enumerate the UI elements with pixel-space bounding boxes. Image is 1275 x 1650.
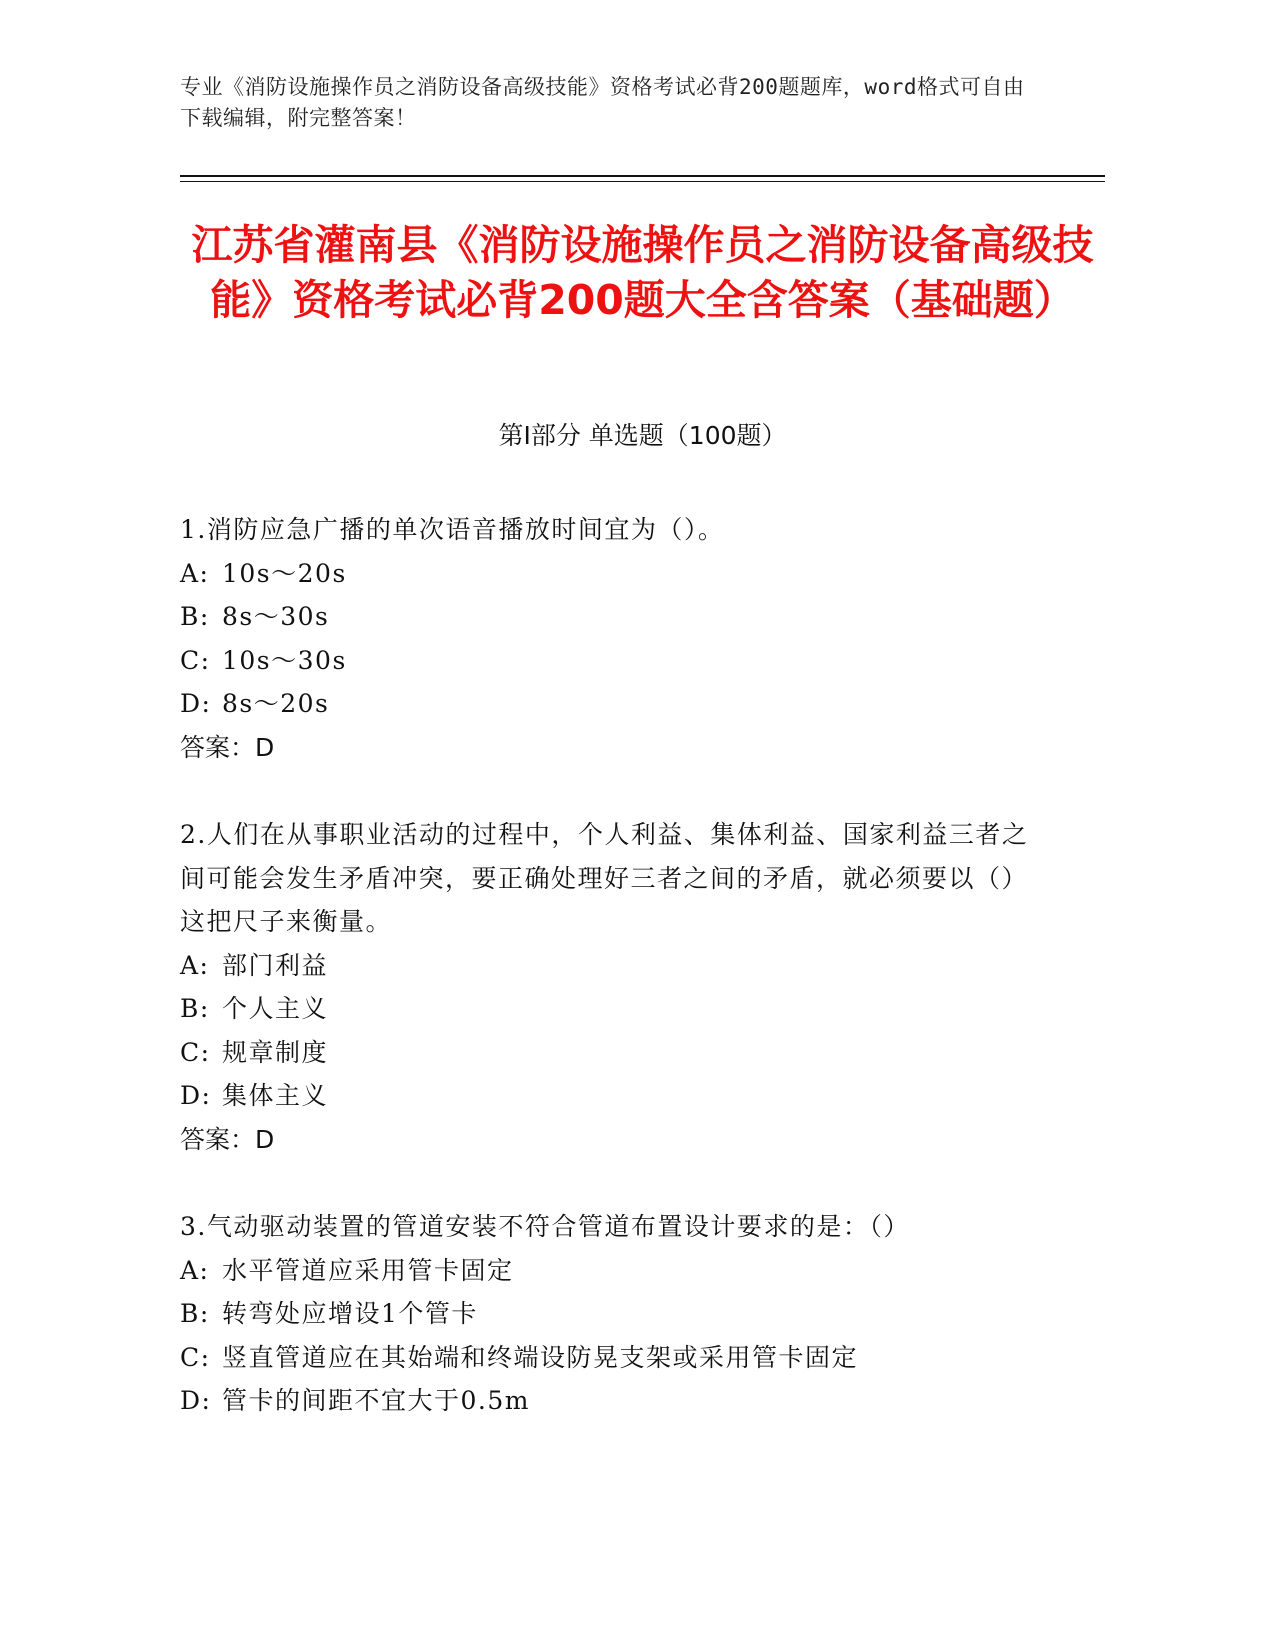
document-title: 江苏省灌南县《消防设施操作员之消防设备高级技能》资格考试必背200题大全含答案（基础题） xyxy=(191,221,1094,324)
option-letter: D: xyxy=(180,1081,212,1110)
option-d xyxy=(180,1379,1040,1423)
option-d xyxy=(180,1074,1040,1118)
option-letter: A: xyxy=(180,950,210,980)
section-title: 第I部分 单选题（100题） xyxy=(498,421,787,450)
option-a xyxy=(180,1249,1040,1293)
option-text: 竖直管道应在其始端和终端设防晃支架或采用管卡固定 xyxy=(222,1342,859,1372)
header-note: 专业《消防设施操作员之消防设备高级技能》资格考试必背200题题库，word格式可自由下载编辑，附完整答案！ xyxy=(180,75,1025,130)
option-letter: A: xyxy=(180,1255,210,1285)
option-letter: D: xyxy=(180,689,212,718)
option-letter: C: xyxy=(180,645,211,675)
question-stem: 1.消防应急广播的单次语音播放时间宜为（）。 xyxy=(180,515,725,544)
option-letter: B: xyxy=(180,1299,210,1328)
option-c xyxy=(180,1031,1040,1075)
option-letter: B: xyxy=(180,602,210,631)
option-text: 规章制度 xyxy=(222,1037,329,1067)
option-text: 集体主义 xyxy=(222,1081,329,1110)
question-2 xyxy=(180,813,1040,1161)
answer-line: 答案：D xyxy=(180,732,275,762)
option-letter: A: xyxy=(180,558,210,588)
question-stem: 2.人们在从事职业活动的过程中，个人利益、集体利益、国家利益三者之间可能会发生矛盾冲突，要正确处理好三者之间的矛盾，就必须要以（）这把尺子来衡量。 xyxy=(180,820,1029,936)
option-text: 水平管道应采用管卡固定 xyxy=(222,1255,514,1285)
answer-line: 答案：D xyxy=(180,1124,275,1154)
option-text: 10s～30s xyxy=(222,645,347,675)
option-a xyxy=(180,552,1040,596)
option-text: 个人主义 xyxy=(222,994,329,1023)
option-letter: C: xyxy=(180,1037,211,1067)
option-letter: D: xyxy=(180,1386,212,1415)
option-text: 部门利益 xyxy=(222,950,329,980)
header-divider-thick xyxy=(180,175,1105,177)
option-b xyxy=(180,987,1040,1031)
option-text: 8s～20s xyxy=(222,689,330,718)
question-stem: 3.气动驱动装置的管道安装不符合管道布置设计要求的是：（） xyxy=(180,1212,910,1241)
option-text: 8s～30s xyxy=(222,602,330,631)
header-divider-thin xyxy=(180,181,1105,182)
option-text: 10s～20s xyxy=(222,558,347,588)
option-b xyxy=(180,1292,1040,1336)
option-d xyxy=(180,682,1040,726)
option-letter: C: xyxy=(180,1342,211,1372)
option-letter: B: xyxy=(180,994,210,1023)
question-3 xyxy=(180,1205,1040,1423)
question-1 xyxy=(180,508,1040,769)
option-text: 管卡的间距不宜大于0.5m xyxy=(222,1386,530,1415)
option-text: 转弯处应增设1个管卡 xyxy=(222,1299,478,1328)
question-list xyxy=(180,508,1040,1467)
option-c xyxy=(180,1336,1040,1380)
option-c xyxy=(180,639,1040,683)
option-b xyxy=(180,595,1040,639)
option-a xyxy=(180,944,1040,988)
